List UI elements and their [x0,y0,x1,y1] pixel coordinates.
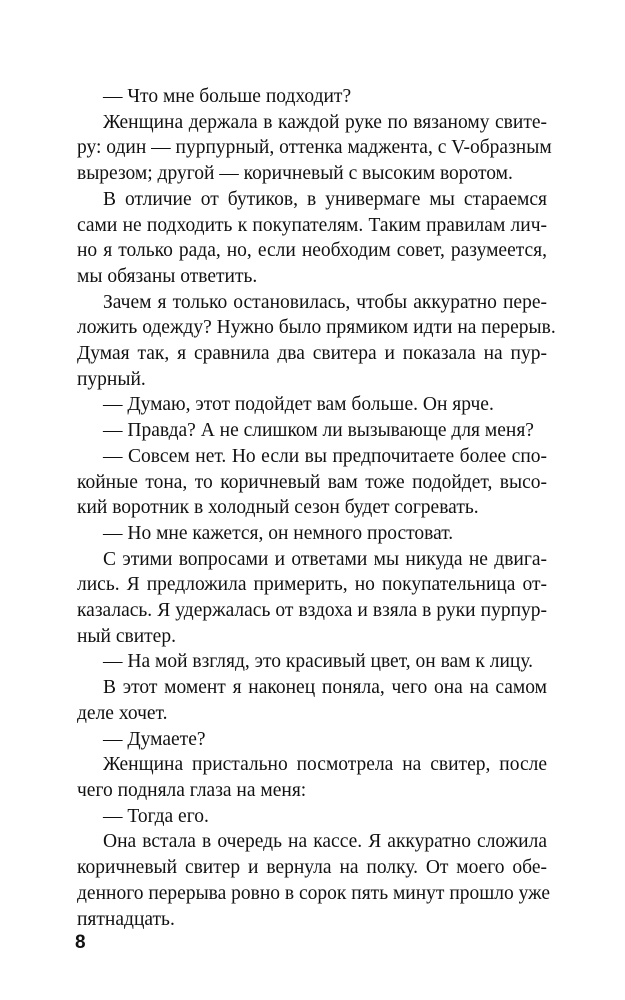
text-line: чего подняла глаза на меня: [77,779,307,801]
paragraph [77,727,547,753]
text-line: Женщина держала в каждой руке по вязаному свите- [103,111,547,133]
text-line: казалась. Я удержалась от вздоха и взяла в руки пурпур- [77,600,547,622]
page-number: 8 [75,932,86,953]
body-text [77,84,556,932]
paragraph [77,187,547,290]
paragraph [77,521,547,547]
text-line: сами не подходить к покупателям. Таким правилам лич- [77,214,547,236]
text-line: Думая так, я сравнила два свитера и показала на пур- [77,343,547,365]
paragraph [77,649,547,675]
text-line: но я только рада, но, если необходим совет, разумеется, [77,240,547,262]
text-line: коричневый свитер и вернула на полку. От моего обе- [77,857,547,879]
text-line: С этими вопросами и ответами мы никуда не двига- [103,548,547,570]
text-line: В отличие от бутиков, в универмаге мы стараемся [103,188,547,210]
text-line: пурный. [77,368,146,390]
text-line: Она встала в очередь на кассе. Я аккуратно сложила [103,831,547,853]
text-line: — На мой взгляд, это красивый цвет, он вам к лицу. [103,651,534,673]
text-line: деле хочет. [77,702,168,724]
text-line: — Тогда его. [103,805,209,827]
paragraph [77,675,547,726]
paragraph [77,392,547,418]
text-line: денного перерыва ровно в сорок пять минут прошло уже [77,882,550,904]
paragraph [77,752,547,803]
text-line: — Думаю, этот подойдет вам больше. Он ярче. [103,394,494,416]
paragraph [77,804,547,830]
text-line: ложить одежду? Нужно было прямиком идти на перерыв. [77,317,556,339]
text-line: койные тона, то коричневый вам тоже подойдет, высо- [77,471,547,493]
paragraph [77,110,552,187]
text-line: — Что мне больше подходит? [103,86,352,107]
text-line: вырезом; другой — коричневый с высоким воротом. [77,163,513,185]
text-line: кий воротник в холодный сезон будет согревать. [77,497,479,519]
text-line: В этот момент я наконец поняла, чего она на самом [103,677,547,699]
text-line: Зачем я только остановилась, чтобы аккуратно пере- [103,291,547,313]
paragraph [77,547,547,650]
text-line: ру: один — пурпурный, оттенка маджента, с V-образным [77,137,552,159]
text-line: — Совсем нет. Но если вы предпочитаете более спо- [103,445,547,467]
text-line: ный свитер. [77,625,176,647]
text-line: — Думаете? [103,728,206,750]
paragraph [77,290,556,393]
paragraph [77,444,547,521]
text-line: мы обязаны ответить. [77,265,258,287]
text-line: Женщина пристально посмотрела на свитер, после [103,754,547,776]
text-line: — Но мне кажется, он немного простоват. [103,522,454,544]
paragraph [77,84,547,110]
text-line: — Правда? А не слишком ли вызывающе для меня? [103,420,534,442]
paragraph [77,829,550,932]
paragraph [77,418,547,444]
text-line: пятнадцать. [77,908,175,930]
text-line: лись. Я предложила примерить, но покупательница от- [77,574,547,596]
